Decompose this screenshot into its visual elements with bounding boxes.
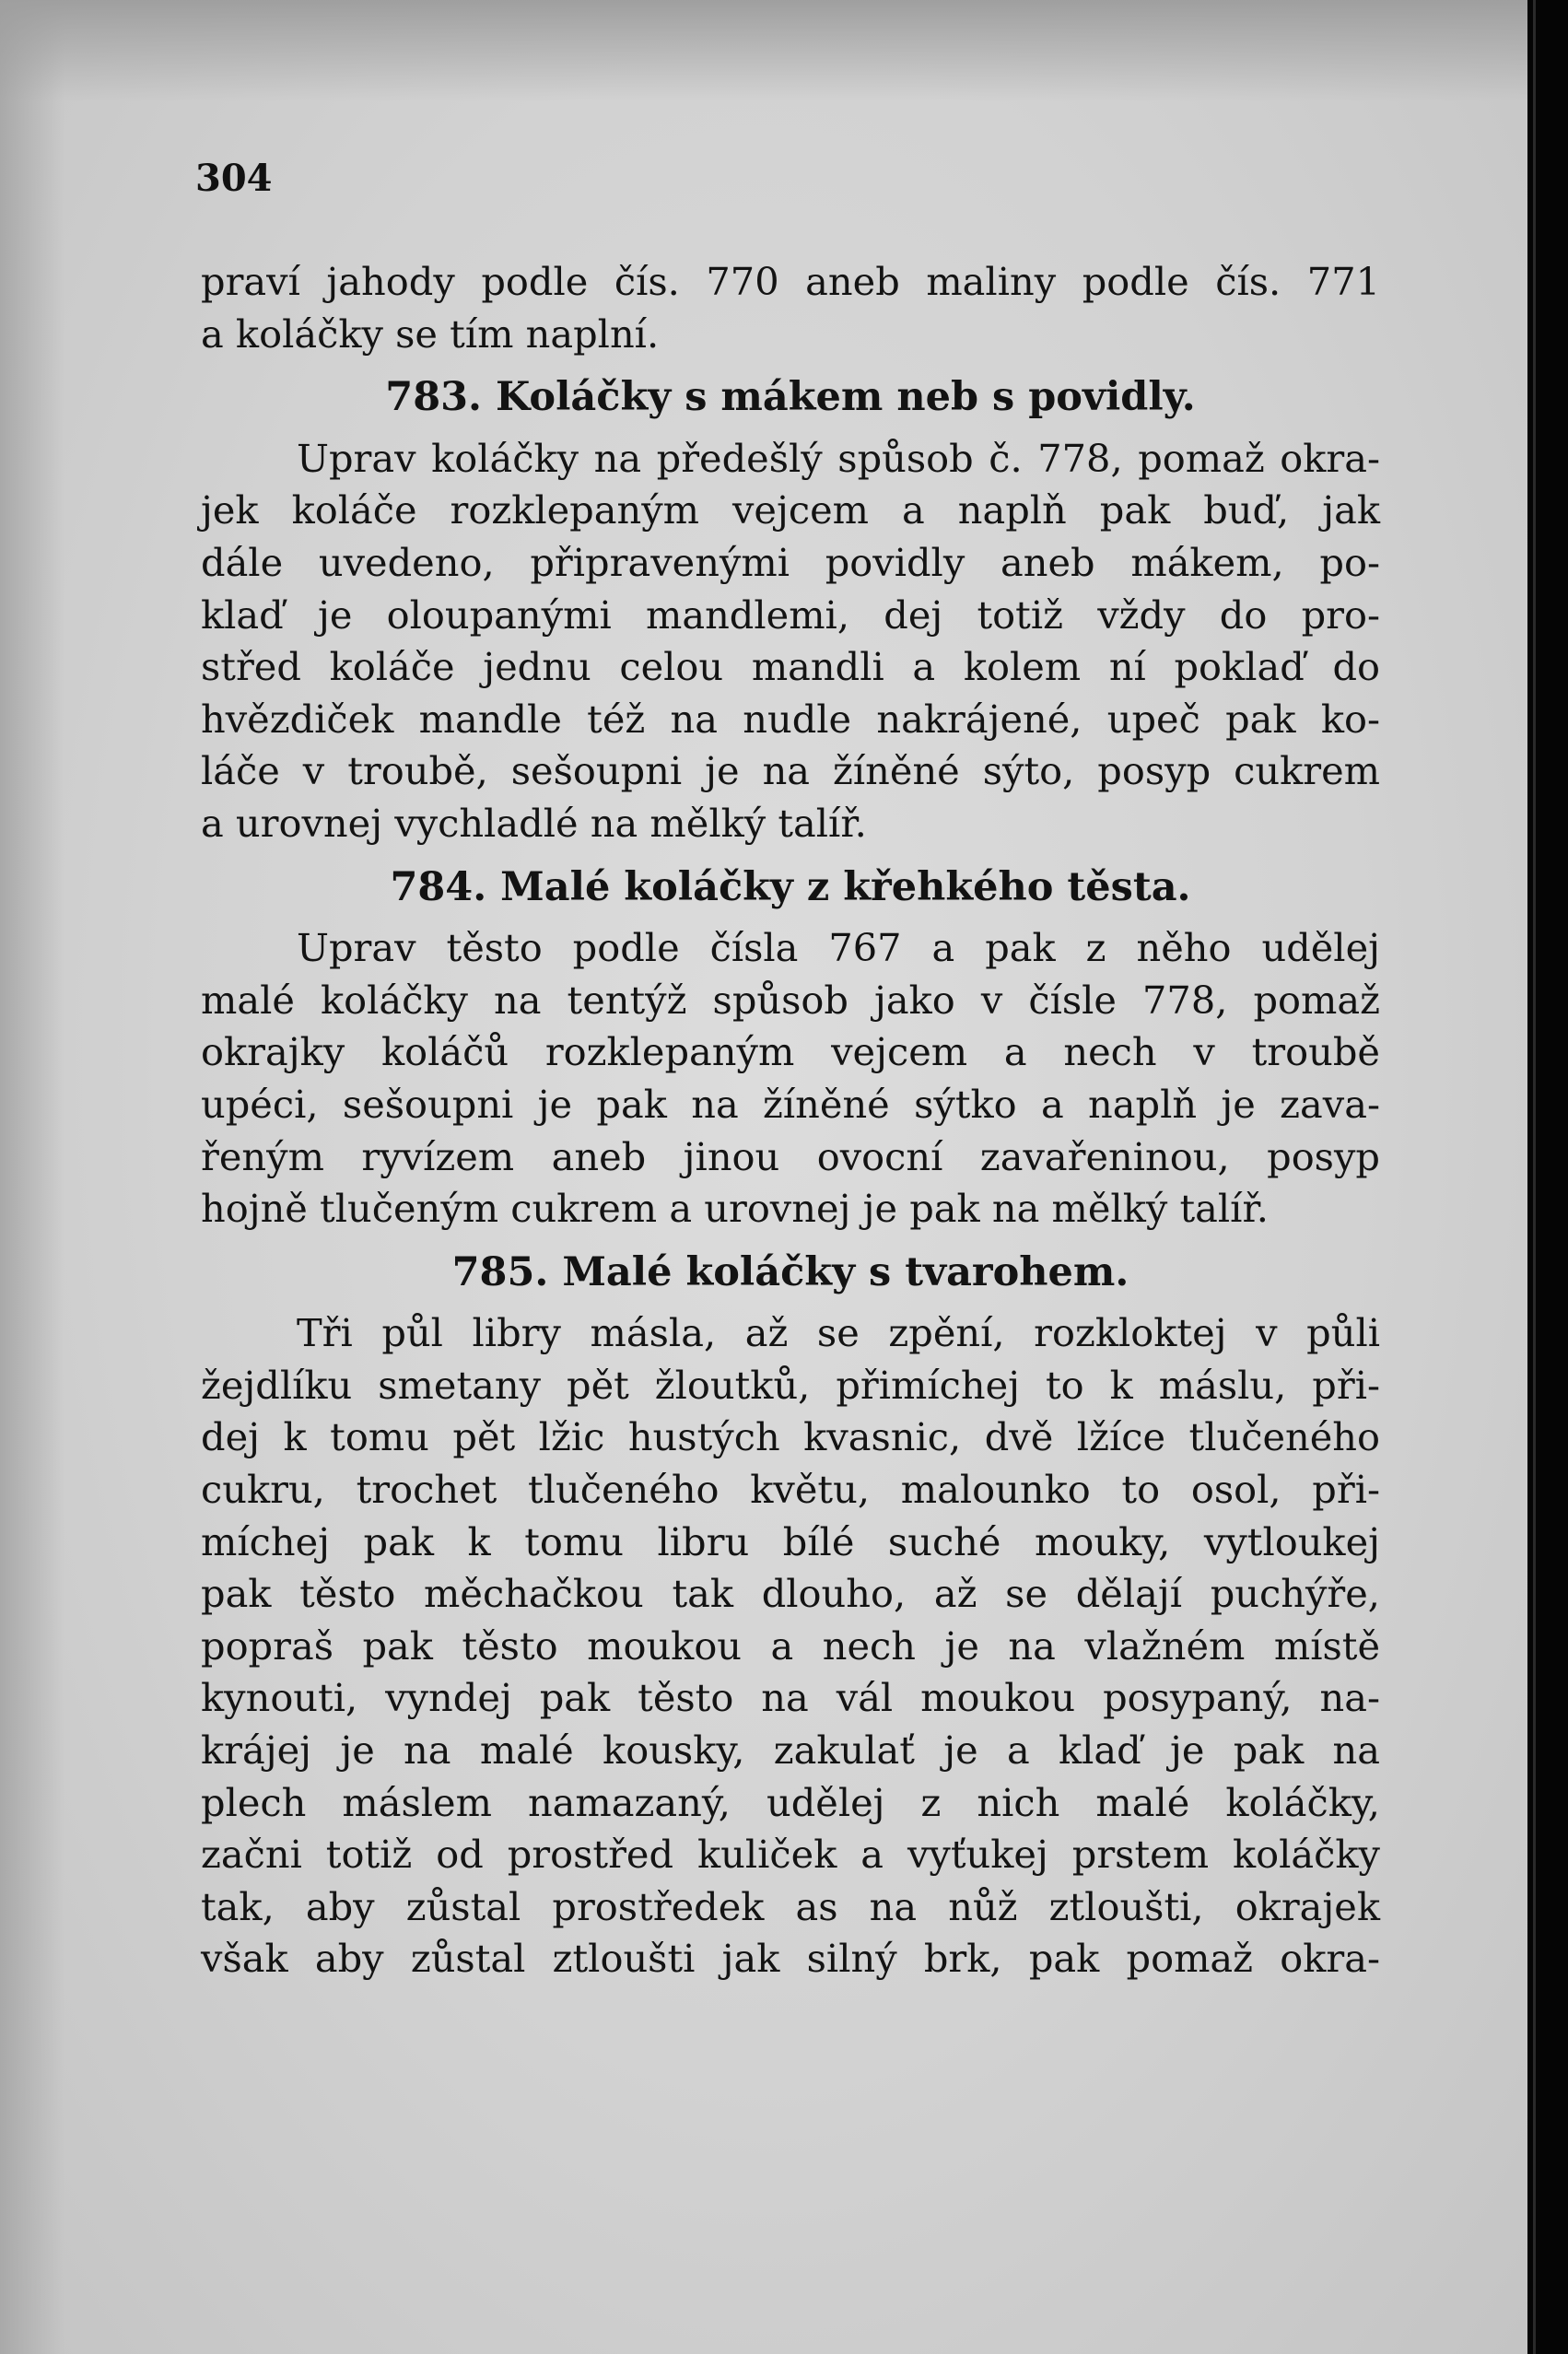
text-line: míchej pak k tomu libru bílé suché mouky, vytloukej xyxy=(201,1518,1380,1564)
text-line: Uprav koláčky na předešlý spůsob č. 778, pomaž okra- xyxy=(297,435,1380,481)
text-line: žejdlíku smetany pět žloutků, přimíchej to k máslu, při- xyxy=(201,1362,1380,1408)
text-line: tak, aby zůstal prostředek as na nůž ztloušti, okrajek xyxy=(201,1883,1380,1929)
text-line: praví jahody podle čís. 770 aneb maliny podle čís. 771 xyxy=(201,259,1380,304)
text-line: střed koláče jednu celou mandli a kolem ní poklaď do xyxy=(201,644,1380,690)
page-shadow-left xyxy=(0,0,64,2354)
text-line: krájej je na malé kousky, zakulať je a klaď je pak na xyxy=(201,1727,1380,1774)
body-text xyxy=(201,256,1380,1985)
text-line: popraš pak těsto moukou a nech je na vlažném místě xyxy=(201,1622,1380,1669)
text-line: a koláčky se tím naplní. xyxy=(201,310,660,357)
scan-edge-line xyxy=(1533,0,1536,2354)
text-line: hvězdiček mandle též na nudle nakrájené, upeč pak ko- xyxy=(201,696,1380,742)
section-heading: 783. Koláčky s mákem neb s povidly. xyxy=(385,374,1196,421)
text-line: Tři půl libry másla, až se zpění, rozkloktej v půli xyxy=(297,1310,1380,1356)
text-line: okrajky koláčů rozklepaným vejcem a nech v troubě xyxy=(201,1029,1380,1075)
page-shadow-top xyxy=(0,0,1527,101)
section-heading: 785. Malé koláčky s tvarohem. xyxy=(451,1248,1129,1295)
text-line: a urovnej vychladlé na mělký talíř. xyxy=(201,800,867,846)
text-line: však aby zůstal ztloušti jak silný brk, pak pomaž okra- xyxy=(201,1936,1380,1982)
text-line: plech máslem namazaný, udělej z nich malé koláčky, xyxy=(201,1779,1380,1825)
text-line: hojně tlučeným cukrem a urovnej je pak na mělký talíř. xyxy=(201,1186,1269,1232)
text-line: začni totiž od prostřed kuliček a vyťukej prstem koláčky xyxy=(201,1832,1380,1878)
text-line: jek koláče rozklepaným vejcem a naplň pak buď, jak xyxy=(201,487,1380,533)
section-heading: 784. Malé koláčky z křehkého těsta. xyxy=(390,863,1191,910)
text-line: dej k tomu pět lžic hustých kvasnic, dvě lžíce tlučeného xyxy=(201,1414,1380,1460)
text-line: láče v troubě, sešoupni je na žíněné sýto, posyp cukrem xyxy=(201,748,1380,794)
text-line: dále uvedeno, připravenými povidly aneb mákem, po- xyxy=(201,539,1380,585)
text-line: cukru, trochet tlučeného květu, malounko to osol, při- xyxy=(201,1467,1380,1513)
text-line: klaď je oloupanými mandlemi, dej totiž vždy do pro- xyxy=(201,591,1380,638)
text-line: malé koláčky na tentýž spůsob jako v čísle 778, pomaž xyxy=(201,977,1380,1023)
text-line: upéci, sešoupni je pak na žíněné sýtko a naplň je zava- xyxy=(201,1081,1380,1127)
text-line: pak těsto měchačkou tak dlouho, až se dělají puchýře, xyxy=(201,1571,1380,1617)
text-line: Uprav těsto podle čísla 767 a pak z něho udělej xyxy=(297,925,1380,971)
text-line: řeným ryvízem aneb jinou ovocní zavařeninou, posyp xyxy=(201,1133,1380,1179)
text-line: kynouti, vyndej pak těsto na vál moukou posypaný, na- xyxy=(201,1675,1380,1721)
page-number: 304 xyxy=(195,157,273,200)
